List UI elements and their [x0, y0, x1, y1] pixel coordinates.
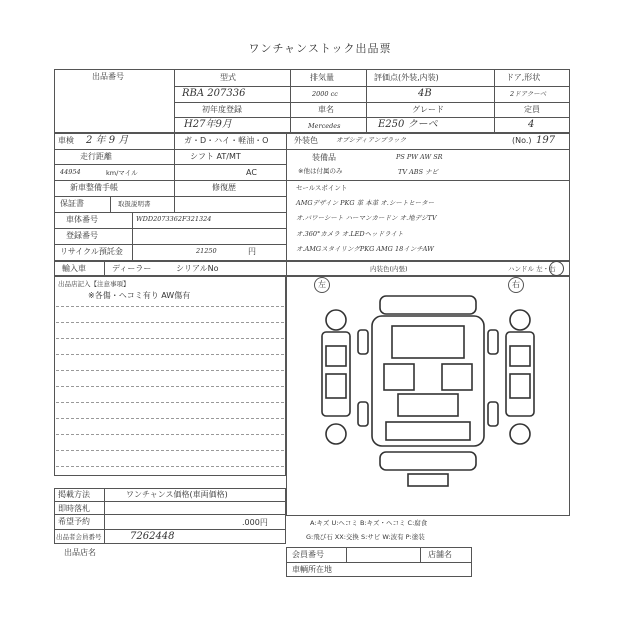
divider	[54, 149, 570, 150]
divider	[290, 69, 291, 133]
doors-value: 2ドアクーペ	[510, 90, 547, 98]
first-reg-value: H27年9月	[184, 119, 232, 130]
displacement-value: 2000 cc	[312, 90, 338, 98]
grade-value: E250 クーペ	[378, 119, 438, 130]
method-value: ワンチャンス価格(車両価格)	[126, 490, 228, 499]
exterior-color-label: 外装色	[294, 136, 318, 145]
notes-rule	[56, 466, 284, 467]
start-label: 即時落札	[58, 504, 90, 513]
sales-point-line-1: AMGデザイン PKG 革 本革 オ.シートヒーター	[296, 199, 435, 207]
divider	[174, 86, 570, 87]
lot-label: 出品番号	[92, 72, 124, 81]
shift-label: シフト AT/MT	[190, 152, 241, 161]
divider	[366, 69, 367, 133]
recycle-label: リサイクル預託金	[60, 247, 123, 256]
notes-rule	[56, 450, 284, 451]
sales-point-line-4: オ.AMGスタイリングPKG AMG 18インチAW	[296, 245, 434, 253]
sales-point-line-2: オ.パワーシート ハーマンカードン オ.地デジTV	[296, 214, 437, 222]
divider	[104, 488, 105, 544]
color-no-value: 197	[536, 135, 556, 146]
divider	[420, 547, 421, 562]
notes-rule	[56, 338, 284, 339]
form-title: ワンチャンストック出品票	[248, 42, 392, 55]
divider	[286, 261, 287, 276]
grade-score-value: 4B	[418, 88, 432, 99]
ac-value: AC	[246, 168, 257, 177]
notes-line-1: ※各傷・ヘコミ有り AW傷有	[88, 291, 191, 300]
chassis-label: 車体番号	[66, 215, 98, 224]
method-label: 掲載方法	[58, 490, 90, 499]
equipment-label: 装備品	[312, 153, 336, 162]
sales-point-label: セールスポイント	[296, 184, 348, 192]
divider	[174, 69, 175, 133]
sales-point-line-3: オ.360°カメラ オ.LEDヘッドライト	[296, 230, 404, 238]
doors-label: ドア,形状	[506, 73, 541, 82]
diagram-right-label: 右	[512, 280, 520, 289]
legend-line-2: G:飛び石 XX:交換 S:サビ W:波有 P:塗装	[306, 533, 425, 541]
member-label: 出品者会員番号	[56, 533, 102, 541]
new-car-warranty-label: 新車整備手帳	[70, 183, 118, 192]
divider	[110, 196, 111, 212]
color-no-label: (No.)	[512, 136, 532, 145]
model-value: RBA 207336	[182, 88, 246, 99]
maker-label: 車名	[318, 105, 334, 114]
divider	[174, 102, 570, 103]
divider	[54, 180, 570, 181]
displacement-label: 排気量	[310, 73, 334, 82]
equipment-value-2: TV ABS ナビ	[398, 168, 439, 176]
model-label: 型式	[220, 73, 236, 82]
notes-rule	[56, 306, 284, 307]
divider	[54, 514, 286, 515]
divider	[54, 501, 286, 502]
mileage-label: 走行距離	[80, 152, 112, 161]
mileage-unit: km/マイル	[106, 169, 138, 177]
chassis-value: WDD2073362F321324	[136, 215, 212, 223]
divider	[346, 547, 347, 562]
dealer-label: ディーラー	[112, 264, 152, 273]
notes-rule	[56, 418, 284, 419]
store-label: 出品店名	[64, 548, 96, 557]
divider	[104, 261, 105, 276]
capacity-label: 定員	[524, 105, 540, 114]
legend-line-1: A:キズ U:ヘコミ B:キズ・ヘコミ C:腐食	[310, 519, 428, 527]
fuel-label: ガ・D・ハイ・軽油・O	[184, 136, 269, 145]
serial-label: シリアルNo	[176, 264, 219, 273]
diagram-left-label: 左	[318, 280, 326, 289]
divider	[174, 117, 570, 118]
notes-rule	[56, 354, 284, 355]
divider	[54, 212, 286, 213]
divider	[286, 562, 472, 563]
divider	[54, 529, 286, 530]
import-label: 輸入車	[62, 264, 86, 273]
repair-label: 修復歴	[212, 183, 236, 192]
divider	[54, 164, 286, 165]
grade-label: グレード	[412, 105, 444, 114]
price-value: .000円	[242, 518, 268, 527]
divider	[54, 228, 286, 229]
divider	[54, 244, 286, 245]
warranty-label: 保証書	[60, 199, 84, 208]
notes-rule	[56, 402, 284, 403]
shop-name-label: 店舗名	[428, 550, 452, 559]
handle-circle	[549, 261, 564, 276]
notes-rule	[56, 322, 284, 323]
location-label: 車輌所在地	[292, 565, 332, 574]
recycle-value: 21250	[196, 247, 217, 255]
member-value: 7262448	[130, 531, 175, 542]
member-no-label: 会員番号	[292, 550, 324, 559]
notes-header: 出品店記入【注意事項】	[58, 280, 130, 288]
mileage-value: 44954	[60, 168, 81, 176]
manual-label: 取扱説明書	[118, 200, 151, 208]
first-reg-label: 初年度登録	[202, 105, 242, 114]
registration-label: 登録番号	[66, 231, 98, 240]
exterior-color-value: オブシディアンブラック	[336, 136, 407, 144]
divider	[174, 133, 175, 213]
grade-score-label: 評価点(外装,内装)	[374, 73, 439, 82]
equipment-value-1: PS PW AW SR	[396, 153, 443, 161]
interior-color-label: 内装色(内張)	[370, 265, 408, 273]
notes-rule	[56, 370, 284, 371]
notes-rule	[56, 386, 284, 387]
inspection-label: 車検	[58, 136, 74, 145]
notes-rule	[56, 434, 284, 435]
desired-label: 希望予約	[58, 517, 90, 526]
inspection-value: 2 年 9 月	[86, 135, 129, 146]
divider	[132, 212, 133, 261]
car-diagram	[296, 286, 560, 512]
capacity-value: 4	[528, 119, 535, 130]
divider	[54, 196, 286, 197]
divider	[494, 69, 495, 133]
divider	[286, 133, 287, 261]
recycle-unit: 円	[248, 247, 256, 256]
equipment-note: ※他は付属のみ	[298, 167, 343, 175]
maker-value: Mercedes	[308, 122, 341, 130]
handle-label: ハンドル 左・右	[508, 265, 556, 273]
